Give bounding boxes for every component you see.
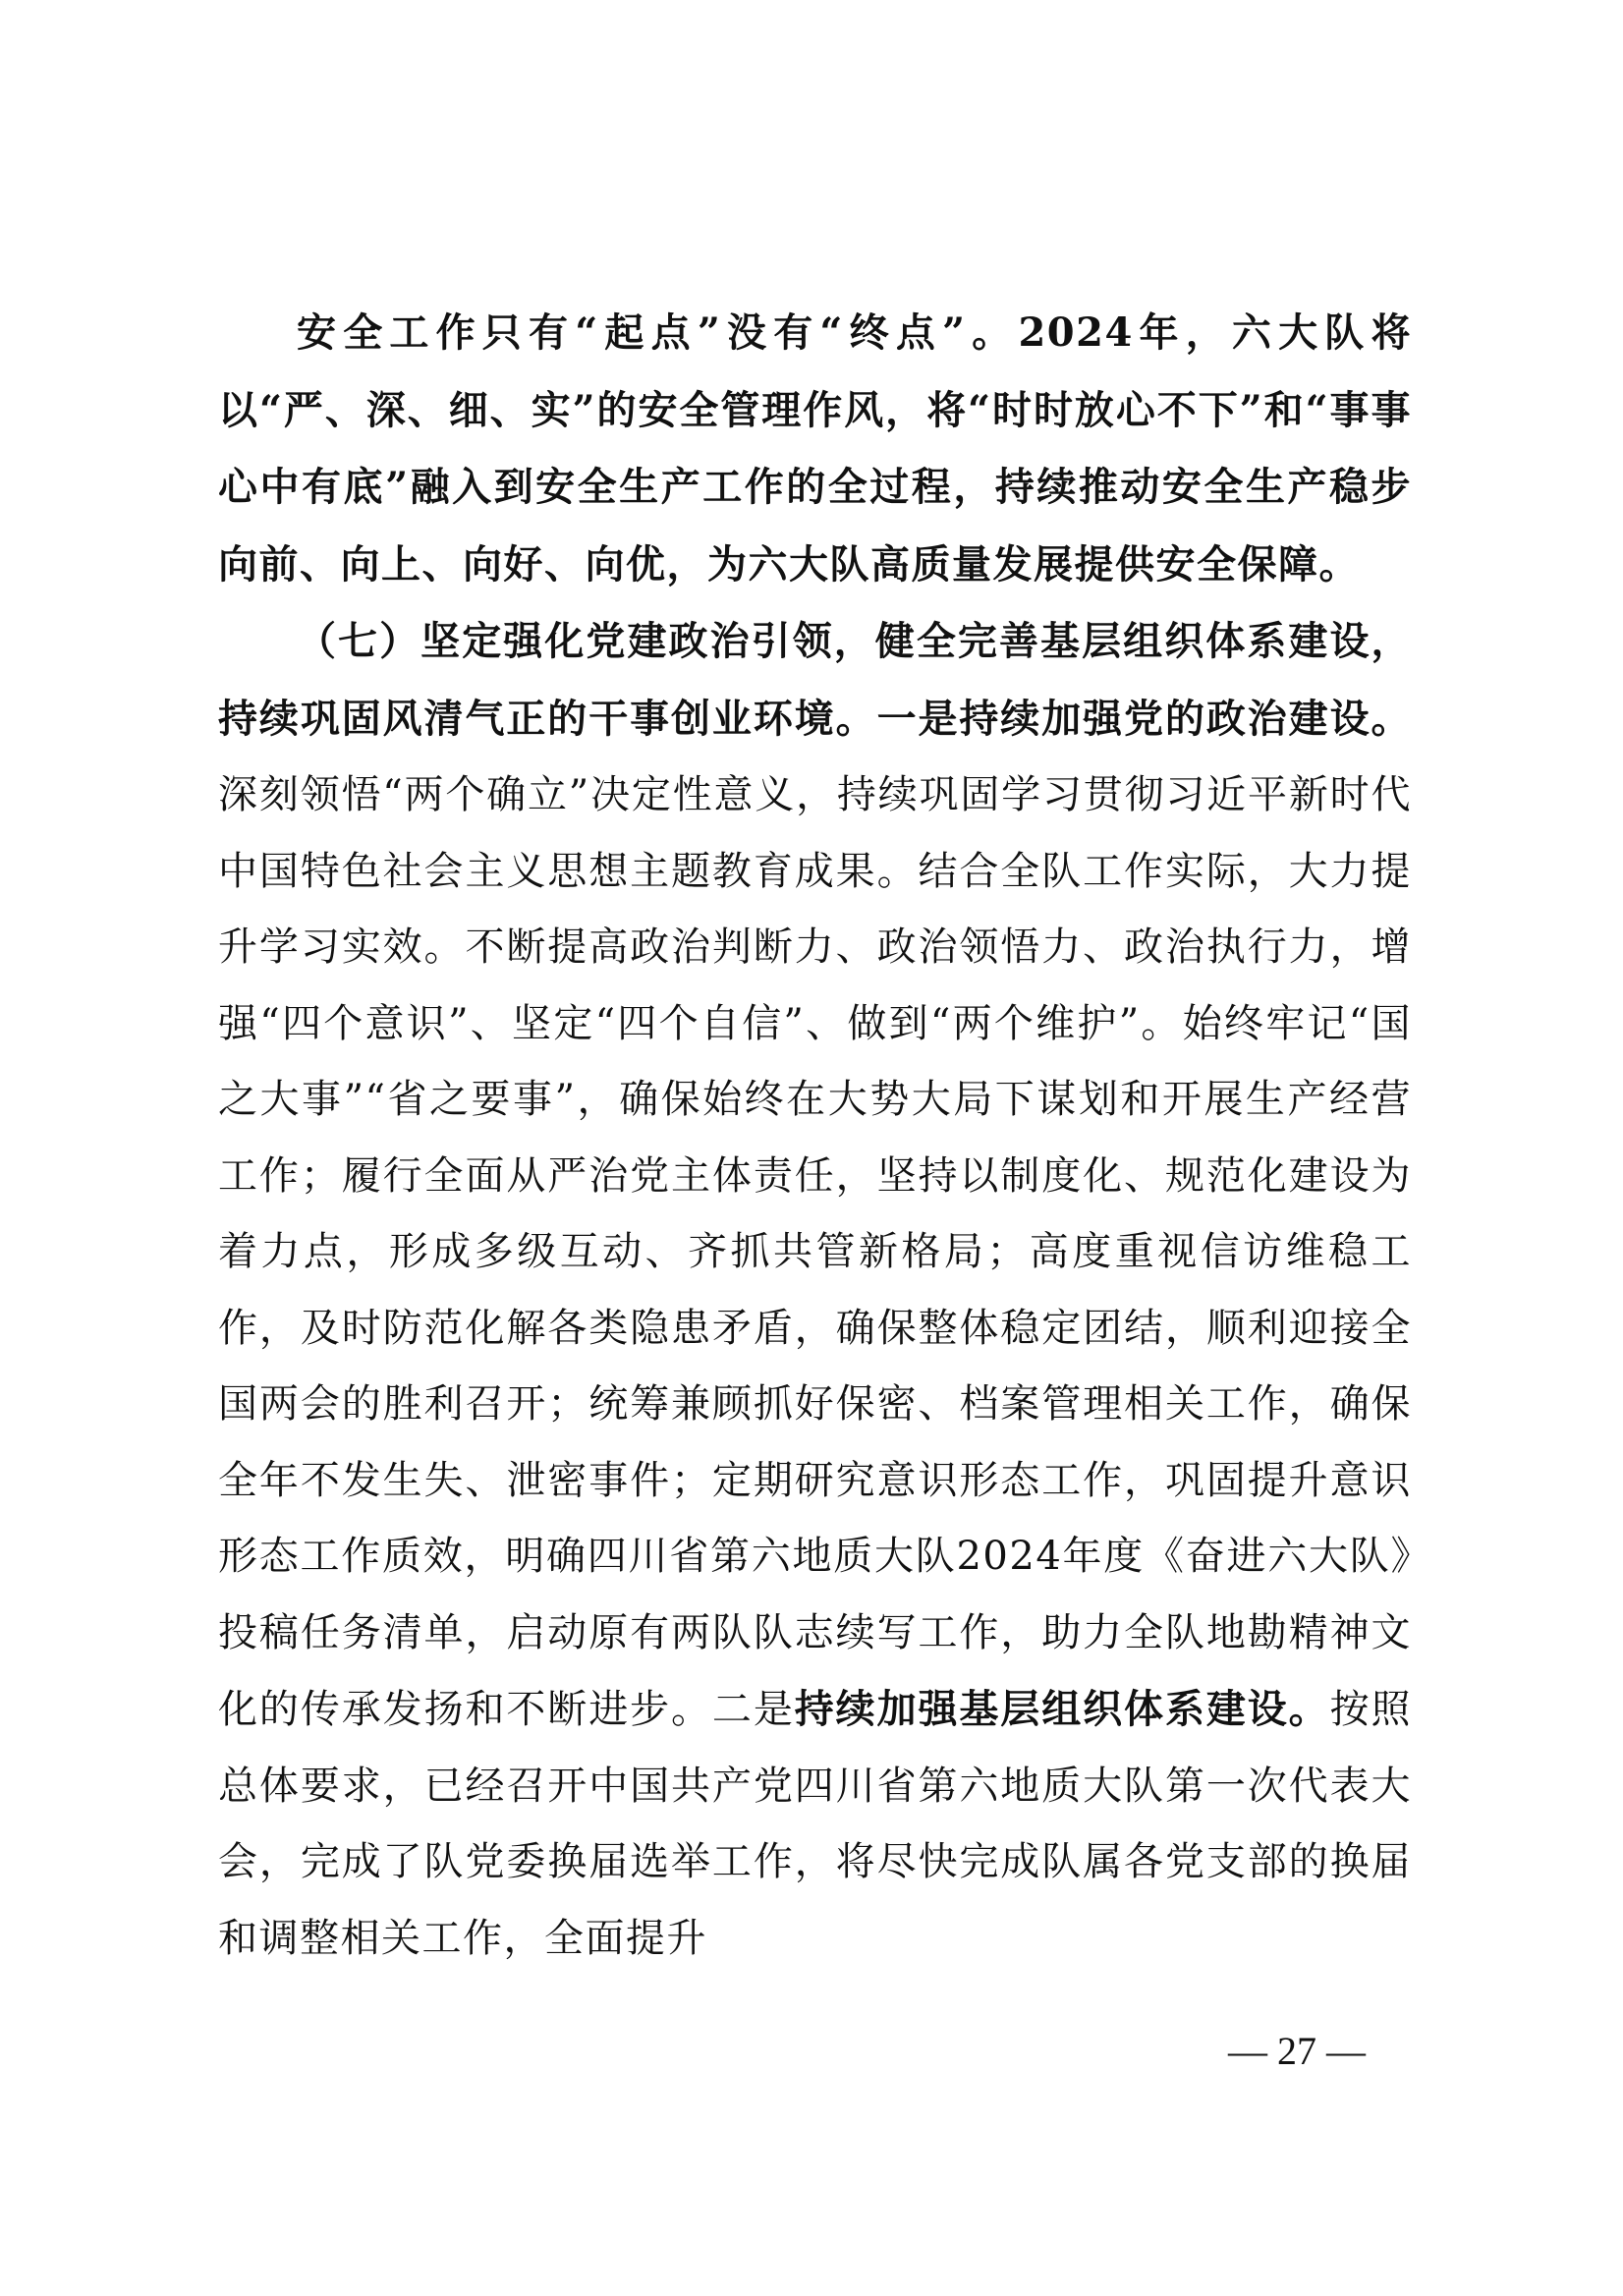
section-seven-heading: （七）坚定强化党建政治引领，健全完善基层组织体系建设，持续巩固风清气正的干事创业环境。一是持续加强党的政治建设。 xyxy=(218,618,1412,742)
section-seven-subheading-2: 持续加强基层组织体系建设。 xyxy=(794,1686,1330,1732)
section-seven-body-1: 深刻领悟“两个确立”决定性意义，持续巩固学习贯彻习近平新时代中国特色社会主义思想主题教育成果。结合全队工作实际，大力提升学习实效。不断提高政治判断力、政治领悟力、政治执行力，增强“四个意识”、坚定“四个自信”、做到“两个维护”。始终牢记“国之大事”“省之要事”，确保始终在大势大局下谋划和开展生产经营工作；履行全面从严治党主体责任，坚持以制度化、规范化建设为着力点，形成多级互动、齐抓共管新格局；高度重视信访维稳工作，及时防范化解各类隐患矛盾，确保整体稳定团结，顺利迎接全国两会的胜利召开；统筹兼顾抓好保密、档案管理相关工作，确保全年不发生失、泄密事件；定期研究意识形态工作，巩固提升意识形态工作质效，明确四川省第六地质大队2024年度《奋进六大队》投稿任务清单，启动原有两队队志续写工作，助力全队地勘精神文化的传承发扬和不断进步。二是 xyxy=(218,772,1412,1732)
paragraph-section-seven xyxy=(218,603,1412,1977)
safety-closing-text: 安全工作只有“起点”没有“终点”。2024年，六大队将以“严、深、细、实”的安全管理作风，将“时时放心不下”和“事事心中有底”融入到安全生产工作的全过程，持续推动安全生产稳步向前、向上、向好、向优，为六大队高质量发展提供安全保障。 xyxy=(218,309,1412,588)
section-seven-body-2: 按照总体要求，已经召开中国共产党四川省第六地质大队第一次代表大会，完成了队党委换届选举工作，将尽快完成队属各党支部的换届和调整相关工作，全面提升 xyxy=(218,1687,1413,1961)
paragraph-safety-closing xyxy=(218,295,1412,603)
page-number: — 27 — xyxy=(1228,2029,1366,2073)
body-text xyxy=(218,295,1412,1977)
